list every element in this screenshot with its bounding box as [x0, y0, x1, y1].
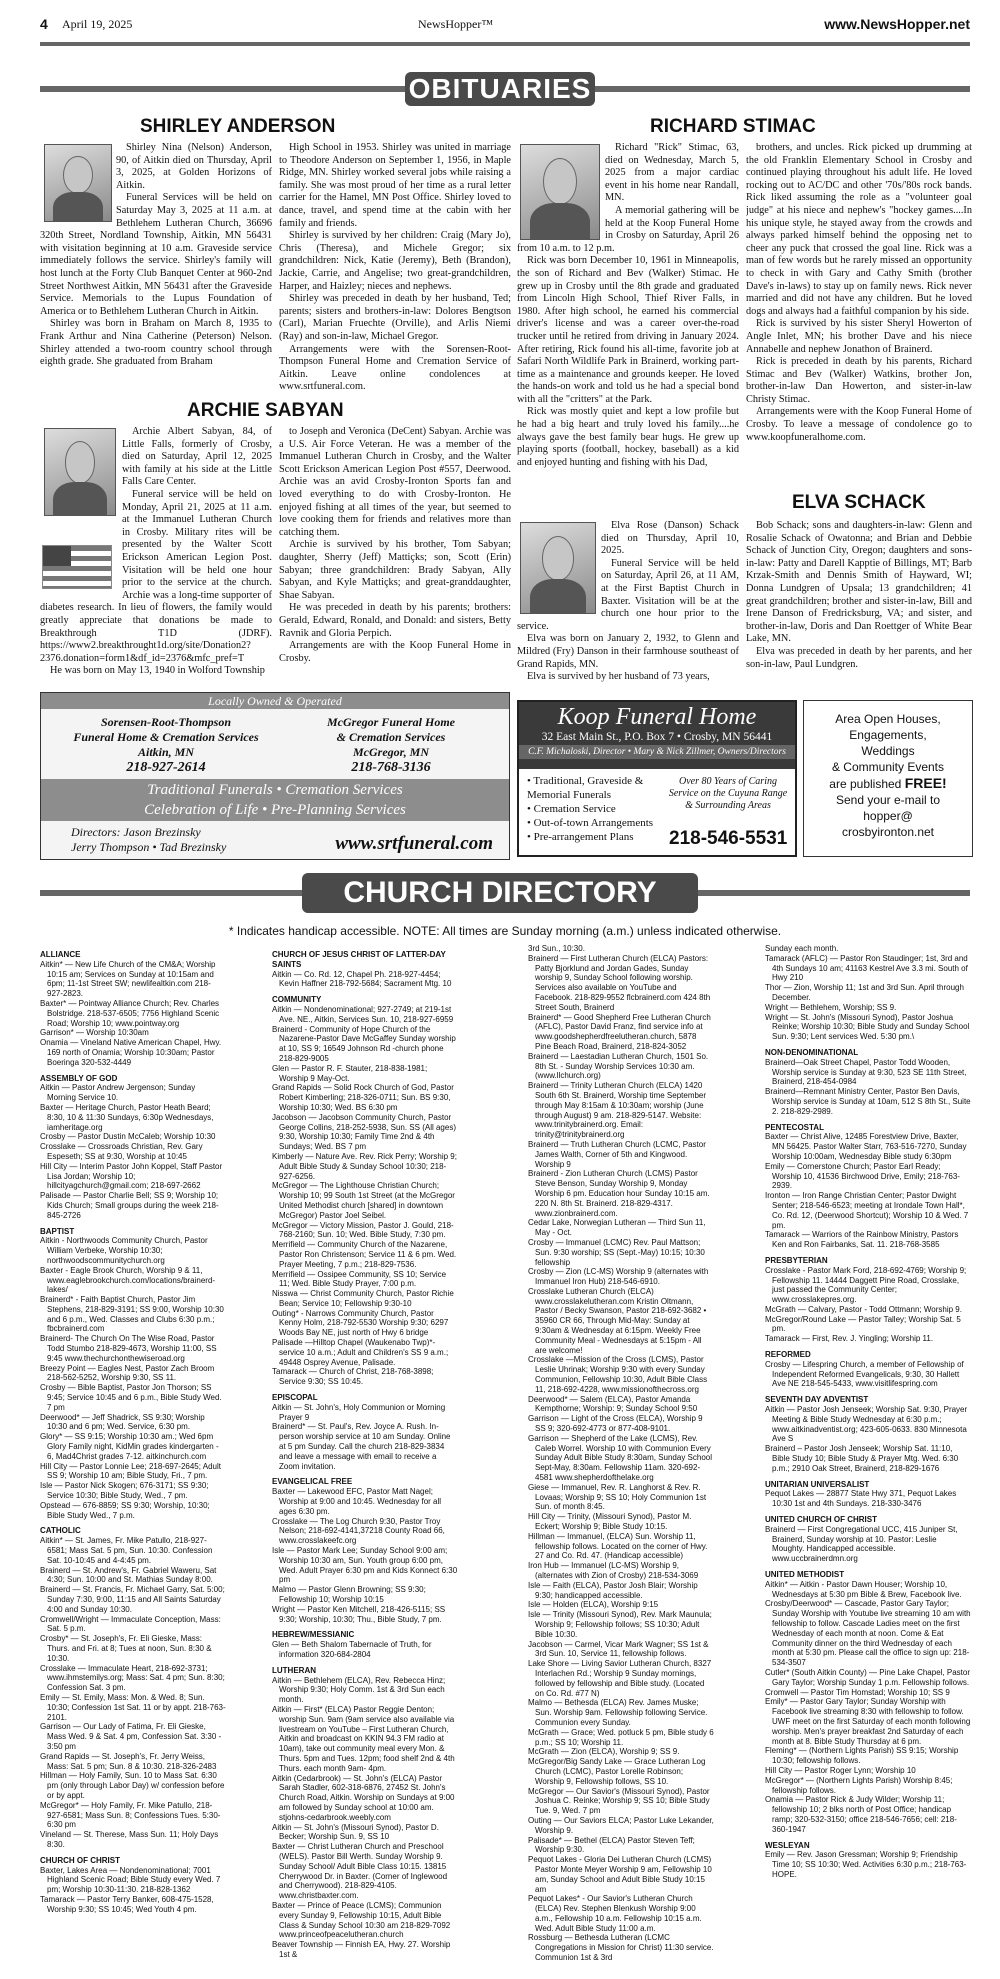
church-listing: Palisade* — Bethel (ELCA) Pastor Steven Teff; Worship 9:30.: [528, 1835, 695, 1855]
church-listing: Brainerd — St. Andrew's, Fr. Gabriel Waweru, Sat 4:30; Sun. 10:00 and St. Mathias Sunday 8:00.: [40, 1565, 217, 1585]
church-listing: Tamarack (AFLC) — Pastor Ron Staudinger; 1st, 3rd and 4th Sundays 10 am; 41163 Kestrel Ave 3.3 mi. South of Hwy 210: [765, 953, 968, 983]
denomination-heading: PRESBYTERIAN: [765, 1255, 828, 1265]
denomination-heading: NON-DENOMINATIONAL: [765, 1047, 859, 1057]
church-listing: McGregor* — Holy Family, Fr. Mike Patullo, 218-927-6581; Mass Sun. 8; Confessions Tues. 5:30-6:30 pm: [40, 1800, 221, 1830]
church-listing: Isle — Pastor Nick Skogen; 676-3171; SS 9:30; Service 10:30; Bible Study, Wed., 7 pm.: [40, 1481, 209, 1501]
church-listing: Iron Hub — Immanuel (LC-MS) Worship 9, (alternates with Zion of Crosby) 218-534-3069: [528, 1561, 699, 1580]
denomination-heading: COMMUNITY: [272, 995, 322, 1005]
obituary-archie-col1: Archie Albert Sabyan, 84, of Little Falls, formerly of Crosby, died on Saturday, April 12, 2025 with family at his side at the Little Falls Care Center. Funeral service will be held on Monday, April 21, 2025 at 11 a.m. at the Immanuel Lutheran Church in Crosby. Military rites will be presented by the Walter Scott Erickson American Legion Post. Visitation will be held one hour prior to the service at the church. Archie was a long-time supporter of diabetes research. In lieu of flowers, the family would greatly appreciate that donations be made to Breakthrough T1D (JDRF). https://www2.breakthrought1d.org/site/Donation2?2376.donation=form1&df_id=2376&mfc_pref=T He was born on May 13, 1940 in Wolford Township: [40, 426, 272, 677]
church-listing: McGregor/Round Lake — Pastor Talley; Worship Sat. 5 pm.: [765, 1314, 961, 1334]
church-listing: Crosslake Lutheran Church (ELCA) www.crosslakelutheran.com Kristin Oltmann, Pastor / Becky Swanson, Pastor 218-692-3682 • 35960 CR 66, Through Mid-May: Sunday at 9:30am & Wednesday at 6:15pm. Weekly Free Community Meal - Wednesdays at 5:15pm - All are welcome!: [528, 1286, 707, 1355]
church-listing: Grand Rapids — Solid Rock Church of God, Pastor Robert Kimberling; 218-326-0711; Sun. BS 9:30, Worship 10:30; Wed. BS 6:30 pm: [272, 1083, 454, 1112]
church-listing: Onamia — Pastor Rick & Judy Wilder; Worship 11; fellowship 10; 2 blks north of Post Office; handicap ramp; 320-532-3150; office 218-546-7656; cell: 218-360-1947: [765, 1795, 957, 1834]
church-listing: Brainerd—Oak Street Chapel, Pastor Todd Wooden, Worship service is Sunday at 9:30, 523 SE 11th Street, Brainerd, 218-454-0984: [765, 1057, 967, 1087]
church-listing: Aitkin — St. John's, Holy Communion or Morning Prayer 9: [272, 1402, 446, 1422]
ad-koop-header: Koop Funeral Home 32 East Main St., P.O. Box 7 • Crosby, MN 56441 C.F. Michaloski, Director • Mary & Nick Zillmer, Owners/Directors: [519, 702, 795, 769]
church-column-4: [765, 944, 971, 1969]
denomination-heading: BAPTIST: [40, 1226, 75, 1236]
church-listing: Aitkin — Pastor Andrew Jergenson; Sunday Morning Service 10.: [40, 1083, 196, 1103]
church-listing: McGregor/Big Sandy Lake — Grace Lutheran Log Church (LCMC), Pastor Lorelle Robinson; Worship 9, Fellowship follows, SS 10.: [528, 1757, 706, 1786]
church-listing: Baxter — Prince of Peace (LCMS); Communion every Sunday 9, Fellowship 10:15, Adult Bible Class & Sunday School 10:30 am 218-829-7092 www.princeofpeacelutheran.church: [272, 1900, 451, 1940]
denomination-heading: PENTECOSTAL: [765, 1122, 824, 1132]
church-listing: McGregor — Victory Mission, Pastor J. Gould, 218-768-2160; Sun. 10; Wed. Bible Study, 7:30 pm.: [272, 1220, 454, 1240]
church-listing: Rossburg — Bethesda Lutheran (LCMC Congregations in Mission for Christ) 11:30 service. Communion 1st & 3rd: [528, 1933, 714, 1963]
church-column-1: [40, 944, 226, 1969]
church-listing: Deerwood* — Jeff Shadrick, SS 9:30; Worship 10:30 and 6 pm; Wed. Service, 6:30 pm.: [40, 1412, 205, 1432]
church-listing: Wright — St. John's (Missouri Synod), Pastor Joshua Reinke; Worship 10:30; Bible Study and Sunday School Sun. 9:30; Lent services Wed. 5:30 pm.\: [765, 1012, 970, 1042]
obituary-elva-col2: Bob Schack; sons and daughters-in-law: Glenn and Rosalie Schack of Owatonna; and Brian and Debbie Schack of Junction City, Oregon; daughters and sons-in-law: Patty and Darell Kapptie of Billings, MT; Barb Krzak-Smith and Dennis Smith of Hayward, WI; Donna Lundgren of Upsala; 13 grandchildren; 41 great grandchildren; brother and sister-in-law, Bill and Irene Danson of Fredricksburg, VA; and sister, and brother-in-law, Doris and Dan Roettger of White Bear Lake, MN. Elva was preceded in death by her parents, and her son-in-law, Paul Lundgren.: [746, 520, 972, 670]
ad-koop-services: • Traditional, Graveside & Memorial Funerals • Cremation Service • Out-of-town Arrangements • Pre-arrangement Plans: [527, 775, 654, 843]
ad-koop-funeral-home: [517, 700, 797, 857]
church-listing: Pequot Lakes - Gloria Dei Lutheran Church (LCMS) Pastor Monte Meyer Worship 9 am, Fellowship 10 am, Sunday School and Adult Bible Study 10:15 am: [528, 1855, 712, 1894]
ad-open-email-1[interactable]: hopper@: [863, 809, 913, 823]
church-listing: Isle — Pastor Mark Lee; Sunday School 9:00 am; Worship 10:30 am, Sun. Youth group 6:00 pm, Wed. Adult Prayer 6:30 pm and Kids Konnect 6:30 pm: [272, 1546, 458, 1585]
church-listing: Crosby — Bible Baptist, Pastor Jon Thorson; SS 9:45; Service 10:45 and 6 p.m., Bible Study Wed. 7 pm: [40, 1383, 222, 1412]
obituary-elva-col1: Elva Rose (Danson) Schack died on Thursday, April 10, 2025. Funeral Service will be held on Saturday, April 26, at 11 AM, at the First Baptist Church in Baxter. Visitation will be at the church one hour prior to the service. Elva was born on January 2, 1932, to Glenn and Mildred (Fry) Danson in their farmhouse southeast of Grand Rapids, MN. Elva is survived by her husband of 73 years,: [517, 520, 739, 683]
church-listing: Malmo — Pastor Glenn Browning; SS 9:30; Fellowship 10; Worship 10:15: [272, 1585, 426, 1604]
church-listing: Baxter, Lakes Area — Nondenominational; 7001 Highland Scenic Road; Bible Study every Wed. 7 pm; Worship 10:30-11:30. 218-828-1362: [40, 1865, 221, 1895]
obituary-name-shirley: SHIRLEY ANDERSON: [140, 116, 336, 137]
church-listing: Aitkin* — New Life Church of the CM&A; Worship 10:15 am; Services on Sunday at 10:15am and 6pm; 11-1st Street SW; newlifealtkin.com 218-927-2823.: [40, 959, 216, 999]
issue-date: April 19, 2025: [62, 17, 133, 31]
church-listing: Merrifield — Community Church of the Nazarene, Pastor Ron Christenson; Service 11 & 6 pm. Wed. Prayer Meeting, 7 p.m.; 218-829-7536.: [272, 1240, 457, 1269]
church-listing: Isle — Faith (ELCA), Pastor Josh Blair; Worship 9:30; handicapped accessible.: [528, 1580, 698, 1600]
church-listing: Glen — Beth Shalom Tabernacle of Truth, for information 320-684-2804: [272, 1640, 432, 1659]
church-listing: Crosby — Zion (LC-MS) Worship 9 (alternates with Immanuel Iron Hub) 218-546-6910.: [528, 1267, 709, 1287]
denomination-heading: ASSEMBLY OF GOD: [40, 1073, 118, 1083]
church-listing: Outing* - Narrows Community Church, Pastor Kenny Holm, 218-792-5530 Worship 9:30; 6297 Woods Bay NE, just north of Hwy 6 bridge: [272, 1308, 449, 1338]
church-listing: Emily* — Pastor Gary Taylor; Sunday Worship with Facebook live streaming 8:30 with fellowship to follow. UWF meet on the first Saturday of each month following worship. Men's prayer breakfast 2nd Saturday of each month at 8. Bible Study Thursday at 6 pm.: [765, 1697, 971, 1746]
ad-srt-top-strip: Locally Owned & Operated: [41, 693, 509, 709]
church-listing: Brainerd - Community of Hope Church of the Nazarene-Pastor Dave McGaffey Sunday worship at 10, SS 9; 16549 Johnson Rd -church phone 218-829-9005: [272, 1024, 456, 1063]
church-listing: Beaver Township — Finnish EA, Hwy. 27. Worship 1st &: [272, 1940, 451, 1959]
church-listing: Opstead — 676-8859; SS 9:30; Worship, 10:30; Bible Study Wed., 7 p.m.: [40, 1500, 210, 1520]
church-listing: Baxter — Christ Lutheran Church and Preschool (WELS). Pastor Bill Werth. Sunday Worship 9. Sunday School/ Adult Bible Class 10:15. 13815 Cherrywood Dr. in Baxter. (Corner of Inglewood and Cherrywood). 218-829-4105. www.christbaxter.com.: [272, 1842, 448, 1901]
church-listing: Cromwell — Pastor Tim Homstad; Worship 10; SS 9: [765, 1687, 950, 1697]
church-listing: Aitkin — Bethlehem (ELCA), Rev. Rebecca Hinz; Worship 9:30; Holy Comm. 1st & 3rd Sun each month.: [272, 1675, 446, 1705]
church-listing: Baxter* — Pointway Alliance Church; Rev. Charles Bolstridge. 218-537-6505; 7756 Highland Scenic Road; Worship 10; www.pointway.org: [40, 998, 220, 1028]
church-listing: Merrifield — Ossipee Community, SS 10; Service 11; Wed. Bible Study Prayer, 7:00 p.m.: [272, 1269, 447, 1289]
obituary-name-elva: ELVA SCHACK: [792, 492, 926, 513]
church-listing: Brainerd — Truth Lutheran Church (LCMC, Pastor James Walth, Corner of 5th and Kingwood. Worship 9: [528, 1139, 706, 1169]
page-number: 4: [40, 16, 48, 32]
obituary-shirley-col1: Shirley Nina (Nelson) Anderson, 90, of Aitkin died on Thursday, April 3, 2025, at Golden Horizons of Aitkin. Funeral Services will be held on Saturday May 3, 2025 at 11 a.m. at Bethlehem Lutheran Church, 36696 320th Street, Nordland Township, Aitkin, MN 56431 with visitation beginning at 10 a.m. Graveside service immediately follows the service. Shirley's family will host lunch at the Forty Club Banquet Center at 960-2nd Street Northwest Aitkin, MN 56431 after the Graveside Service. Memorials to the Lupus Foundation of America or to Bethlehem Lutheran Church in Aitkin. Shirley was born in Braham on March 8, 1935 to Frank Arthur and Nina Catherine (Peterson) Nelson. Shirley attended a two-room country school through eighth grade. She graduated from Braham: [40, 142, 272, 368]
denomination-heading: WESLEYAN: [765, 1840, 810, 1850]
church-listing: Brainerd — St. Francis, Fr. Michael Garry, Sat. 5:00; Sunday 7:30, 9:00, 11:15 and All Saints Saturday 4:00 and Sunday 10:30.: [40, 1585, 225, 1614]
church-listing: Crosby — Pastor Dustin McCaleb; Worship 10:30: [40, 1132, 216, 1142]
church-listing: Pequot Lakes — 28877 State Hwy 371, Pequot Lakes 10:30 1st and 4th Sundays. 218-330-3476: [765, 1489, 957, 1509]
church-listing: Brainerd – Pastor Josh Jenseek; Worship Sat. 11:10, Bible Study 10; Bible Study & Prayer Mtg. Wed. 6:30 p.m.; 2910 Oak Street, Brainerd, 218-829-1676: [765, 1444, 959, 1473]
church-listing: Glory* — SS 9:15; Worship 10:30 am.; Wed 6pm Glory Family night, KidMin grades kindergarten - 6, Mad4Christ grades 7-12. aitkinchurch.com: [40, 1432, 219, 1461]
ad-open-email-2[interactable]: crosbyironton.net: [841, 825, 935, 839]
website-link[interactable]: www.NewsHopper.net: [824, 16, 970, 32]
church-listing: Brainerd- The Church On The Wise Road, Pastor Todd Stumbo 218-829-4673, Worship 11:00, SS 9:45 www.thechurchonthewiseroad.org: [40, 1334, 217, 1363]
church-listing: Garrison — Light of the Cross (ELCA), Worship 9 SS 9; 320-692-4773 or 877-408-9101.: [528, 1414, 703, 1434]
church-listing: Ironton — Iron Range Christian Center; Pastor Dwight Senter; 218-546-6523; meeting at Irondale Town Hall*, Co. Rd. 12, (Deerwood Shortcut); Worship 10 & Wed. 7 pm.: [765, 1191, 969, 1230]
church-listing: Hill City — Pastor Lonnie Lee; 218-697-2645; Adult SS 9; Worship 10 am; Bible Study, Fri., 7 pm.: [40, 1461, 221, 1481]
church-listing: Hill City — Pastor Roger Lynn; Worship 10: [765, 1765, 916, 1775]
church-listing: Baxter - Eagle Brook Church, Worship 9 & 11, www.eaglebrookchurch.com/locations/brainerd-lakes/: [40, 1265, 216, 1295]
church-listing: Isle — Holden (ELCA), Worship 9:15: [528, 1600, 659, 1610]
church-listing: Aitkin* — Aitkin - Pastor Dawn Houser; Worship 10, Wednesdays at 5:30 pm Bible & Brew, Facebook live.: [765, 1579, 962, 1599]
church-listing: Brainerd—Remnant Ministry Center, Pastor Ben Davis, Worship service is Sunday at 10am, 512 S 8th St., Suite 2. 218-829-2989.: [765, 1087, 971, 1116]
denomination-heading: UNITED METHODIST: [765, 1570, 845, 1580]
church-listing: Garrison — Shepherd of the Lake (LCMS), Rev. Caleb Worrel. Worship 10 with Communion Every Sunday Adult Bible Study 8:30am, Sunday School Sept-May, 8:30am. Fellowship 11am. 320-692-4581 www.shepherdofthelake.org: [528, 1433, 713, 1483]
church-listing: Baxter — Lakewood EFC, Pastor Matt Nagel; Worship at 9:00 and 10:45. Wednesday for all ages 6:30 pm.: [272, 1487, 442, 1516]
church-listing: Brainerd* - Faith Baptist Church, Pastor Jim Stephens, 218-829-3191; SS 9:00, Worship 10:30 and 6 p.m., Wed. Classes and Clubs 6:30 p.m.; fbcbrainerd.com: [40, 1295, 224, 1334]
obituary-richard-col2: brothers, and uncles. Rick picked up drumming at the old Franklin Elementary School in Crosby and continued playing throughout his adult life. He loved rocking out to AC/DC and other '70s/'80s rock bands. Rick liked assuming the role as a "volunteer goal judge" at his niece and nephew's "hockey games....In his unique style, he stayed away from the crowds and always parked himself behind the opposing net to cheer any puck that crossed the goal line. Rick was a man of few words but he rarely missed an opportunity to check in with Gary and Cathy Smith (brother Dave's in-laws) to stay up on family news. Rick never married and did not have any children. But he loved dogs and always had a faithful companion by his side. Rick is survived by his sister Sheryl Howerton of Angle Inlet, MN; his brother Dave and his niece Annabelle and nephew Jonathon of Brainerd. Rick is preceded in death by his parents, Richard Stimac and Bev (Walker) Watkins, brother Jon, brother-in-law Dan Howerton, and sister-in-law Christy Stimac. Arrangements were with the Koop Funeral Home of Crosby. To leave a message of condolence go to www.koopfuneralhome.com.: [746, 142, 972, 443]
church-listing: Giese — Immanuel, Rev. R. Langhorst & Rev. R. Lovaas; Worship 9; SS 10; Holy Communion 1st Sun. of month 8:45.: [528, 1482, 707, 1512]
church-listing: Brainerd — First Lutheran Church (ELCA) Pastors: Patty Bjorklund and Jordan Gades, Sunday worship 9, Sunday School following worship. Services also available on YouTube and Facebook. 218-829-9552 flcbrainerd.com 424 8th Street South, Brainerd: [528, 953, 711, 1012]
ad-srt-url[interactable]: www.srtfuneral.com: [335, 833, 493, 854]
denomination-heading: CHURCH OF JESUS CHRIST OF LATTER-DAY SAINTS: [272, 950, 446, 969]
church-listing: McGrath — Calvary, Pastor - Todd Ottmann; Worship 9.: [765, 1304, 962, 1314]
church-listing: Crosby* — St. Joseph's, Fr. Eli Gieske, Mass: Thurs. and Fri. at 8; Tues at noon, Sun. 8:30 & 10:30.: [40, 1634, 212, 1663]
obituary-name-richard: RICHARD STIMAC: [650, 116, 816, 137]
church-listing: Brainerd — Trinity Lutheran Church (ELCA) 1420 South 6th St. Brainerd, Worship time September through May 8:15am & 10:30am; worship (June through August) 9 am. 218-829-5147. Website: www.trinitybrainerd.org. Email: trinity@trinitybrainerd.org: [528, 1081, 707, 1140]
church-listing: Aitkin - Northwoods Community Church, Pastor William Verbeke, Worship 10:30; northwoodscommunitychurch.org: [40, 1236, 208, 1265]
church-listing: Tamarack — Church of Christ, 218-768-3898; Service 9:30; SS 10:45.: [272, 1367, 434, 1387]
church-directory-banner: CHURCH DIRECTORY: [302, 873, 698, 913]
denomination-heading: CHURCH OF CHRIST: [40, 1855, 120, 1865]
church-listing: Jacobson — Carmel, Vicar Mark Wagner; SS 1st & 3rd Sun. 10, Service 11, fellowship follows.: [528, 1639, 709, 1659]
denomination-heading: EPISCOPAL: [272, 1393, 318, 1403]
church-listing: Emily — Cornerstone Church; Pastor Earl Ready; Worship 10, 41536 Birchwood Drive, Emily; 218-763-2939.: [765, 1161, 960, 1191]
ad-srt-left-block: Sorensen-Root-Thompson Funeral Home & Cremation Services Aitkin, MN 218-927-2614: [73, 715, 259, 775]
church-listing: Tamarack — First, Rev. J. Yingling; Worship 11.: [765, 1334, 934, 1344]
church-listing: Lake Shore — Living Savior Lutheran Church, 8327 Interlachen Rd.; Worship 9 Sunday mornings, followed by fellowship and Bible study. (Located on Co. Rd. #77 N): [528, 1659, 712, 1698]
church-listing: Palisade — Pastor Charlie Bell; SS 9; Worship 10; Kids Church; Small groups during the week 218-845-2726: [40, 1191, 219, 1220]
church-listing: Hill City — Interim Pastor John Koppel, Staff Pastor Lisa Jordan; Worship 10; hillcityagchurch@gmail.com; 218-697-2662: [40, 1161, 223, 1191]
obituary-archie-col2: to Joseph and Veronica (DeCent) Sabyan. Archie was a U.S. Air Force Veteran. He was a member of the Immanuel Lutheran Church in Crosby, and the Walter Scott Erickson American Legion Post #557, Deerwood. Archie was an avid Crosby-Ironton Sports fan and loved everything to do with Crosby-Ironton. He enjoyed fishing at all times of the year, but seemed to love cooking them for friends and relatives more than catching them. Archie is survived by his brother, Tom Sabyan; daughter, Sherry (Jeff) Mattiçks; son, Scott (Erin) Sabyan; three grandchildren: Brady Sabyan, Ally Sabyan, and Kyle Mattiçks; and great-granddaughter, Shae Sabyan. He was preceded in death by his parents; brothers: Gerald, Edward, Ronald, and Donald: and sisters, Betty Ravnik and Gloria Perpich. Arrangements are with the Koop Funeral Home in Crosby.: [279, 426, 511, 664]
church-listing: Hillman — Holy Family, Sun. 10 to Mass Sat. 6:30 pm (only through Labor Day) w/ confession before or by appt.: [40, 1771, 225, 1800]
church-listing: Vineland — St. Therese, Mass Sun. 11; Holy Days 8:30.: [40, 1830, 219, 1849]
denomination-heading: HEBREW/MESSIANIC: [272, 1630, 355, 1640]
free-badge: FREE!: [904, 775, 947, 791]
church-listing: Emily — St. Emily, Mass: Mon. & Wed. 8; Sun. 10:30; Confession 1st Sat. 11 or by appt. 218-763-2101.: [40, 1692, 226, 1722]
church-listing: Aitkin — St. John's (Missouri Synod), Pastor D. Becker; Worship Sun. 9, SS 10: [272, 1822, 439, 1842]
ad-koop-phone: 218-546-5531: [669, 828, 788, 849]
church-listing: McGrath — Grace; Wed. potluck 5 pm, Bible study 6 p.m.; SS 10; Worship 11.: [528, 1727, 714, 1747]
church-listing: Tamarack — Pastor Terry Banker, 608-475-1528, Worship 9:30; SS 10:45; Wed Youth 4 pm.: [40, 1894, 214, 1914]
denomination-heading: ALLIANCE: [40, 950, 81, 959]
denomination-heading: LUTHERAN: [272, 1665, 316, 1675]
denomination-heading: SEVENTH DAY ADVENTIST: [765, 1395, 869, 1405]
church-listing: Thor — Zion, Worship 11; 1st and 3rd Sun. April through December.: [765, 983, 964, 1002]
church-listing: Aitkin — Co. Rd. 12, Chapel Ph. 218-927-4454; Kevin Haffner 218-792-5684; Sacrament Mtg. 10: [272, 969, 452, 989]
church-listing: Breezy Point — Eagles Nest, Pastor Zach Broom 218-562-5252, Worship 9:30, SS 11.: [40, 1363, 215, 1383]
church-listing: Palisade —Hilltop Chapel (Waukenabo Twp)*- service 10 a.m.; Adult and Children's SS 9 a.m.; 49448 Osprey Avenue, Palisade.: [272, 1338, 449, 1367]
church-listing: Hillman — Immanuel, (ELCA) Sun. Worship 11, fellowship follows. Located on the corner of Hwy. 27 and Co. Rd. 47. (Handicap accessible): [528, 1531, 708, 1561]
church-listing: Deerwood* — Salem (ELCA), Pastor Amanda Kempthorne; Worship: 9; Sunday School 9:50: [528, 1394, 698, 1414]
church-listing: Crosslake — The Log Church 9:30, Pastor Troy Nelson; 218-692-4141,37218 County Road 66, www.crosslakeefc.org: [272, 1516, 445, 1546]
obituary-richard-col1: Richard "Rick" Stimac, 63, died on Wednesday, March 5, 2025 from a major cardiac event in his home near Randall, MN. A memorial gathering will be held at the Koop Funeral Home in Crosby on Saturday, April 26 from 10 a.m. to 12 p.m. Rick was born December 10, 1961 in Minneapolis, the son of Richard and Bev (Walker) Stimac. He grew up in Crosby until the 8th grade and graduated from Lincoln High School, Thief River Falls, in 1980. After high school, he earned his commercial driver's license and was a career over-the-road trucker until he retired from driving in January 2024. After retiring, Rick found his all-time, favorite job at Safari North Wildlife Park in Brainerd, working part-time as a maintenance and grounds keeper. He loved the hands-on work and told us he had a special bond with all the "critters" at the Park. Rick was mostly quiet and kept a low profile but he had a big heart and truly loved his family....he always gave the best family bear hugs. He grew up playing sports (football, hockey, baseball) as a kid and enjoyed hunting and fishing with his Dad,: [517, 142, 739, 468]
obituaries-banner: OBITUARIES: [405, 72, 595, 106]
church-listing: McGrath — Zion (ELCA), Worship 9; SS 9.: [528, 1747, 680, 1757]
denomination-heading: UNITARIAN UNIVERSALIST: [765, 1479, 870, 1489]
church-listing: Isle — Trinity (Missouri Synod), Rev. Mark Maunula; Worship 9; Fellowship follows; SS 10:30; Adult Bible 10:30.: [528, 1610, 712, 1639]
church-listing: Aitkin — First* (ELCA) Pastor Reggie Denton; worship Sun. 9am (9am service also available via livestream on YouTube – First Lutheran Church, Aitkin and broadcast on KKIN 94.3 FM radio at 10am), take out community meal every Mon. & Thurs. 5pm and Tues. 12pm; food shelf 2nd & 4th Thurs. each month 9am- 4pm.: [272, 1704, 455, 1773]
church-listing: McGregor* — (Northern Lights Parish) Worship 8:45; fellowship follows.: [765, 1775, 953, 1795]
ad-sorensen-root-thompson: [40, 692, 510, 860]
ad-open-houses: Area Open Houses, Engagements, Weddings & Community Events are published FREE! Send your e-mail to hopper@ crosbyironton.net: [803, 700, 973, 857]
church-listing: Garrison* — Worship 10:30am: [40, 1028, 149, 1038]
church-listing: Aitkin — Nondenominational; 927-2749; at 219-1st Ave. NE., Aitkin, Services Sun. 10, 218-927-6959: [272, 1004, 454, 1024]
church-listing: Brainerd* — St. Paul's, Rev. Joyce A. Rush. In-person worship service at 10 am Sunday. Online at 5 pm Sunday. Call the church 218-829-3834 and leave a message with email to receive a Zoom invitation.: [272, 1422, 451, 1471]
church-listing: Cedar Lake, Norwegian Lutheran — Third Sun 11, May - Oct.: [528, 1218, 706, 1238]
church-listing: Fleming* — (Northern Lights Parish) SS 9:15; Worship 10:30; fellowship follows.: [765, 1746, 959, 1766]
church-listing: Brainerd — First Congregational UCC, 415 Juniper St, Brainerd, Sunday worship at 10. Pastor: Leslie Moughty. Handicapped accessible. www.uccbrainerdmn.org: [765, 1524, 958, 1564]
church-listing: Emily — Rev. Jason Gressman; Worship 9; Friendship Time 10; SS 10:30; Wed. Activities 6:30 p.m.; 218-763-HOPE.: [765, 1850, 967, 1879]
church-listing: Aitkin (Cedarbrook) — St. John's (ELCA) Pastor Sarah Stadler, 602-318-6876, 27452 St. John's Church Road, Aitkin. Worship on Sundays at 9:00 am followed by Sunday school at 10:00 am. stjohns-cedarbrook.weebly.com: [272, 1773, 455, 1822]
church-listing: Wright — Pastor Ken Mitchell, 218-426-5115; SS 9:30; Worship, 10:30; Thu., Bible Study, 7 pm.: [272, 1604, 446, 1624]
church-listing: Crosby/Deerwood* — Cascade, Pastor Gary Taylor; Sunday Worship with Youtube live streaming 10 am with fellowship to follow. Cascade Ladies meet on the first Wednesday of each month at noon. Come & Eat Community dinner on the third Wednesday of each month at 5:30 pm. Please call the office to sign up: 218-534-3507: [765, 1599, 971, 1668]
church-listing: McGregor — Our Savior's (Missouri Synod), Pastor Joshua C. Reinke; Worship 9; SS 10; Bible Study Tue. 9, Wed. 7 pm: [528, 1786, 710, 1816]
denomination-heading: UNITED CHURCH OF CHRIST: [765, 1515, 877, 1525]
church-listing: Crosby — Immanuel (LCMC) Rev. Paul Mattson; Sun. 9:30 worship; SS (Sept.-May) 10:15; 10:30 fellowship: [528, 1237, 705, 1267]
church-listing: Garrison — Our Lady of Fatima, Fr. Eli Gieske, Mass Wed. 9 & Sat. 4 pm, Confession Sat. 3:30 - 3:50 pm: [40, 1722, 222, 1751]
page-header: [40, 16, 970, 38]
denomination-heading: EVANGELICAL FREE: [272, 1477, 353, 1487]
church-listing: Crosslake — Crossroads Christian, Rev. Gary Espeseth; SS at 9:30, Worship at 10:45: [40, 1142, 203, 1161]
church-column-3: [528, 944, 714, 1969]
ad-srt-services-strip: Traditional Funerals • Cremation Services Celebration of Life • Pre-Planning Services: [41, 779, 509, 821]
obituary-name-archie: ARCHIE SABYAN: [187, 400, 344, 421]
church-listing: Tamarack — Warriors of the Rainbow Ministry, Pastors Ken and Ron Fairbanks, Sat. 11. 218-768-3585: [765, 1230, 959, 1250]
church-listing: Brainerd - Zion Lutheran Church (LCMS) Pastor Steve Benson, Sunday Worship 9, Monday Worship 6 pm. Education hour Sunday 10:15 am. 220 N. 8th St. Brainerd. 218-829-4317. www.zionbrainerd.com.: [528, 1169, 710, 1218]
church-listing: Crosslake - Pastor Mark Ford, 218-692-4769; Worship 9; Fellowship 11. 14444 Daggett Pine Road, Crosslake, just passed the Community Center; www.crosslakepres.org.: [765, 1265, 967, 1305]
denomination-heading: CATHOLIC: [40, 1526, 81, 1536]
church-listing: Baxter — Christ Alive, 12485 Forestview Drive, Baxter, MN 56425. Pastor Walter Starr, 763-516-7270, Sunday Worship 10:00am, Wednesday Bible study 6:30pm: [765, 1132, 967, 1161]
church-listing: Crosby — Lifespring Church, a member of Fellowship of Independent Reformed Evangelicals, 9:30, 30 Hallett Ave NE 218-545-5433, www.visitlifespring.com: [765, 1359, 964, 1389]
church-listing: Glen — Pastor R. F. Stauter, 218-838-1981; Worship 9 May-Oct.: [272, 1063, 428, 1083]
publication-name: NewsHopper™: [418, 17, 494, 31]
ad-koop-tagline: Over 80 Years of Caring Service on the Cuyuna Range & Surrounding Areas: [668, 776, 788, 811]
obituary-shirley-col2: High School in 1953. Shirley was united in marriage to Theodore Anderson on September 1, 1956, in Maple Ridge, MN. Shirley worked several jobs while raising a family. She was most proud of her time as a rural letter carrier for the Hamel, MN Post Office. Shirley loved to dance, travel, and spend time at the cabin with her family and friends. Shirley is survived by her children: Craig (Mary Jo), Chris (Theresa), and Michele Gregor; six grandchildren: Nick, Katie (Jeremy), Beth (Brandon), Jackie, Carrie, and Angelise; two great-grandchildren, Harper, and Haizley; nieces and nephews. Shirley was preceded in death by her husband, Ted; parents; sisters and brothers-in-law: Dolores Bengtson (Carl), Marian Fruechte (Orville), and Arlis Niemi (Ray) and son-in-law, Michael Gregor. Arrangements were with the Sorensen-Root-Thompson Funeral Home and Cremation Service of Aitkin. Leave online condolences at www.srtfuneral.com.: [279, 142, 511, 393]
church-listing: McGregor — The Lighthouse Christian Church; Worship 10; 99 South 1st Street (at the McGregor United Methodist church [shared] in downtown McGregor) Pastor Joel Seibel.: [272, 1181, 455, 1220]
church-listing: 3rd Sun., 10:30.: [528, 944, 585, 953]
church-listing: Crosslake —Mission of the Cross (LCMS), Pastor Leslie Uhrinak; Worship 9:30 with every Sunday Communion, Fellowship 10:30, Adult Bible Class 11, 218-692-4228, www.missionofthecross.org: [528, 1355, 708, 1394]
church-listing: Onamia — Vineland Native American Chapel, Hwy. 169 north of Onamia; Worship 10:30am; Pastor Boeringa 320-532-4449: [40, 1038, 222, 1067]
church-listing: Jacobson — Jacobson Community Church, Pastor George Collins, 218-252-5938, Sun. SS (All ages) 9:30, Worship 10:30; Family Time 2nd & 4th Sundays; Wed. BS 7 pm: [272, 1112, 456, 1152]
church-listing: Malmo — Bethesda (ELCA) Rev. James Muske; Sun. Worship 9am. Fellowship following Service. Communion every Sunday.: [528, 1698, 708, 1727]
church-listing: Grand Rapids — St. Joseph's, Fr. Jerry Weiss, Mass: Sat. 5 pm; Sun. 8 & 10:30. 218-326-2483: [40, 1751, 217, 1771]
ad-srt-right-block: McGregor Funeral Home & Cremation Services McGregor, MN 218-768-3136: [326, 715, 455, 775]
church-listing: Pequot Lakes* - Our Savior's Lutheran Church (ELCA) Rev. Stephen Blenkush Worship 9:00 a.m., Fellowship 10 a.m. Fellowship 10:15 a.m. Wed. Adult Bible Study 11:00 a.m.: [528, 1894, 702, 1933]
ad-srt-directors: Directors: Jason Brezinsky Jerry Thompson • Tad Brezinsky: [71, 825, 227, 854]
church-listing: Wright — Bethlehem, Worship; SS 9.: [765, 1002, 897, 1012]
church-listing: Outing — Our Saviors ELCA; Pastor Luke Lekander, Worship 9.: [528, 1815, 714, 1835]
church-listing: Sunday each month.: [765, 944, 839, 953]
church-listing: Kimberly — Nature Ave. Rev. Rick Perry; Worship 9; Adult Bible Study & Sunday School 10:30; 218-927-6256.: [272, 1151, 457, 1181]
church-listing: Aitkin* — St. James, Fr. Mike Patullo, 218-927-6581; Mass Sat. 5 pm, Sun. 10:30. Confession Sat. 10-10:45 and 4-4:45 pm.: [40, 1536, 213, 1565]
church-column-2: [272, 944, 458, 1969]
header-rule: [40, 42, 970, 46]
church-listing: Crosslake — Immaculate Heart, 218-692-3731; www.ihmstemilys.org; Mass: Sat. 4 pm; Sun. 8:30; Confession Sat. 3 pm.: [40, 1663, 225, 1693]
church-listing: Cromwell/Wright — Immaculate Conception, Mass: Sat. 5 p.m.: [40, 1614, 221, 1634]
church-listing: Hill City — Trinity, (Missouri Synod), Pastor M. Eckert; Worship 9; Bible Study 10:15.: [528, 1512, 692, 1532]
church-listing: Nisswa — Christ Community Church, Pastor Richie Bean; Service 10; Fellowship 9:30-10: [272, 1289, 454, 1308]
church-listing: Brainerd — Laestadian Lutheran Church, 1501 So. 8th St. - Sunday Worship Services 10:30 am. (www.llchurch.org): [528, 1051, 709, 1081]
church-directory-note: * Indicates handicap accessible. NOTE: All times are Sunday morning (a.m.) unless indicated otherwise.: [228, 924, 782, 938]
church-listing: Brainerd* — Good Shepherd Free Lutheran Church (AFLC), Pastor David Franz, find service info at www.goodshepherdfreelutheran.church, 5878 Pine Beach Road, Brainerd, 218-824-3052: [528, 1012, 711, 1051]
church-listing: Baxter — Heritage Church, Pastor Heath Beard; 8:30, 10 & 11:30 Sundays, 6:30p Wednesdays, iamheritage.org: [40, 1102, 214, 1132]
denomination-heading: REFORMED: [765, 1350, 811, 1360]
church-listing: Cutler* (South Aitkin County) — Pine Lake Chapel, Pastor Gary Taylor; Worship Sunday 1 p.m. Fellowship follows.: [765, 1667, 970, 1687]
church-listing: Aitkin — Pastor Josh Jenseek; Worship Sat. 9:30, Prayer Meeting & Bible Study Wednesday at 6:30 p.m.; www.aitkinadventist.org; 423-605-0633. 830 Minnesota Ave S: [765, 1405, 968, 1444]
